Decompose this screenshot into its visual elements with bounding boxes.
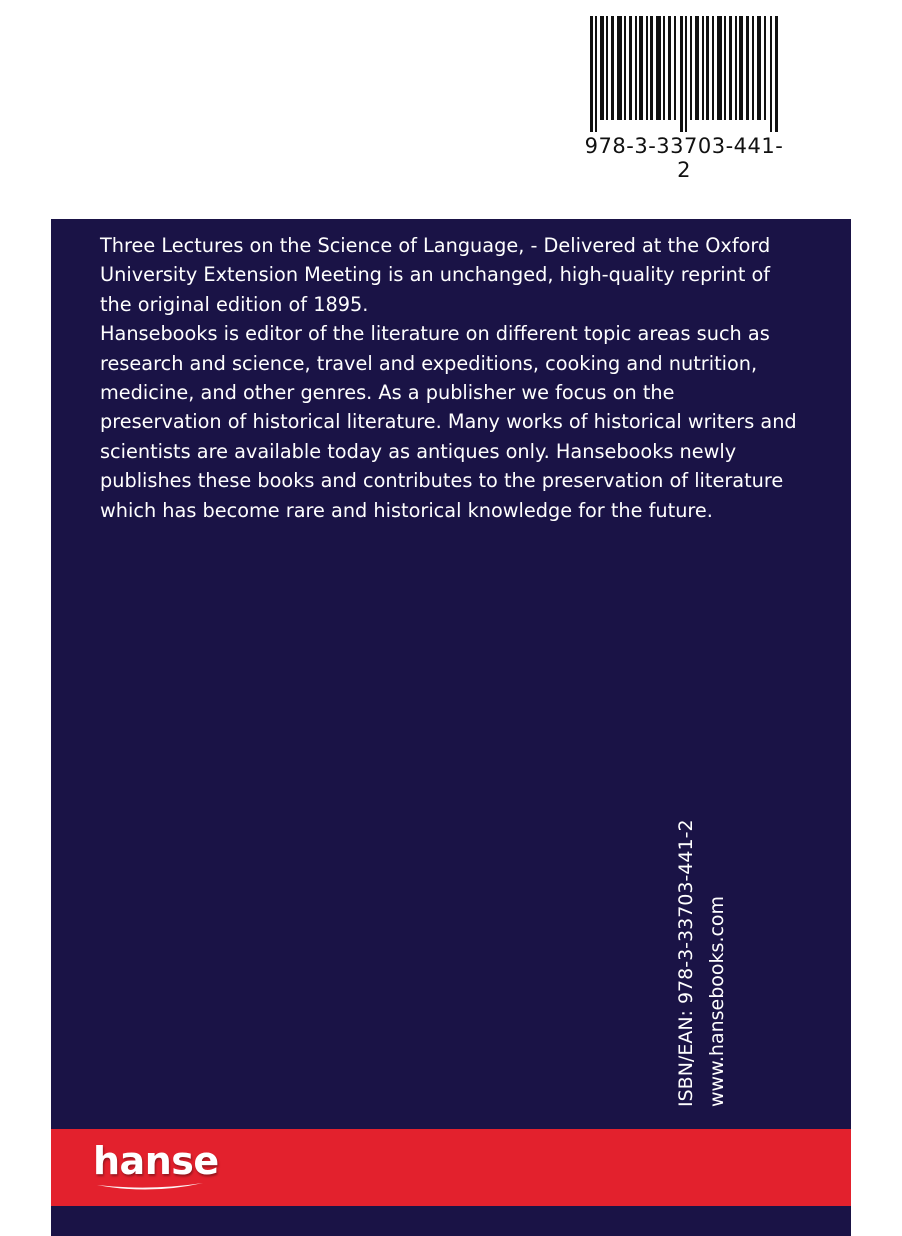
book-description <box>100 231 800 525</box>
isbn-text: ISBN/EAN: 978-3-33703-441-2 <box>675 819 697 1107</box>
brand-band <box>51 1129 851 1206</box>
hanse-logo <box>93 1137 219 1197</box>
barcode <box>584 14 784 182</box>
swoosh-icon <box>95 1181 205 1195</box>
spine-info <box>671 819 733 1107</box>
description-paragraph-publisher: Hansebooks is editor of the literature on different topic areas such as research and science, travel and expeditions, cooking and nutrition, medicine, and other genres. As a publisher we focus on the preservation of historical literature. Many works of historical writers and scientists are available today as antiques only. Hansebooks newly publishes these books and contributes to the preservation of literature which has become rare and historical knowledge for the future. <box>100 322 797 522</box>
description-paragraph-intro: Three Lectures on the Science of Language, - Delivered at the Oxford University Extension Meeting is an unchanged, high-quality reprint of the original edition of 1895. <box>100 234 771 316</box>
back-cover-panel <box>51 219 851 1236</box>
website-text: www.hansebooks.com <box>706 895 728 1107</box>
barcode-bars-icon <box>590 16 778 132</box>
barcode-number: 978-3-33703-441-2 <box>584 134 784 182</box>
brand-name: hanse <box>93 1139 219 1183</box>
